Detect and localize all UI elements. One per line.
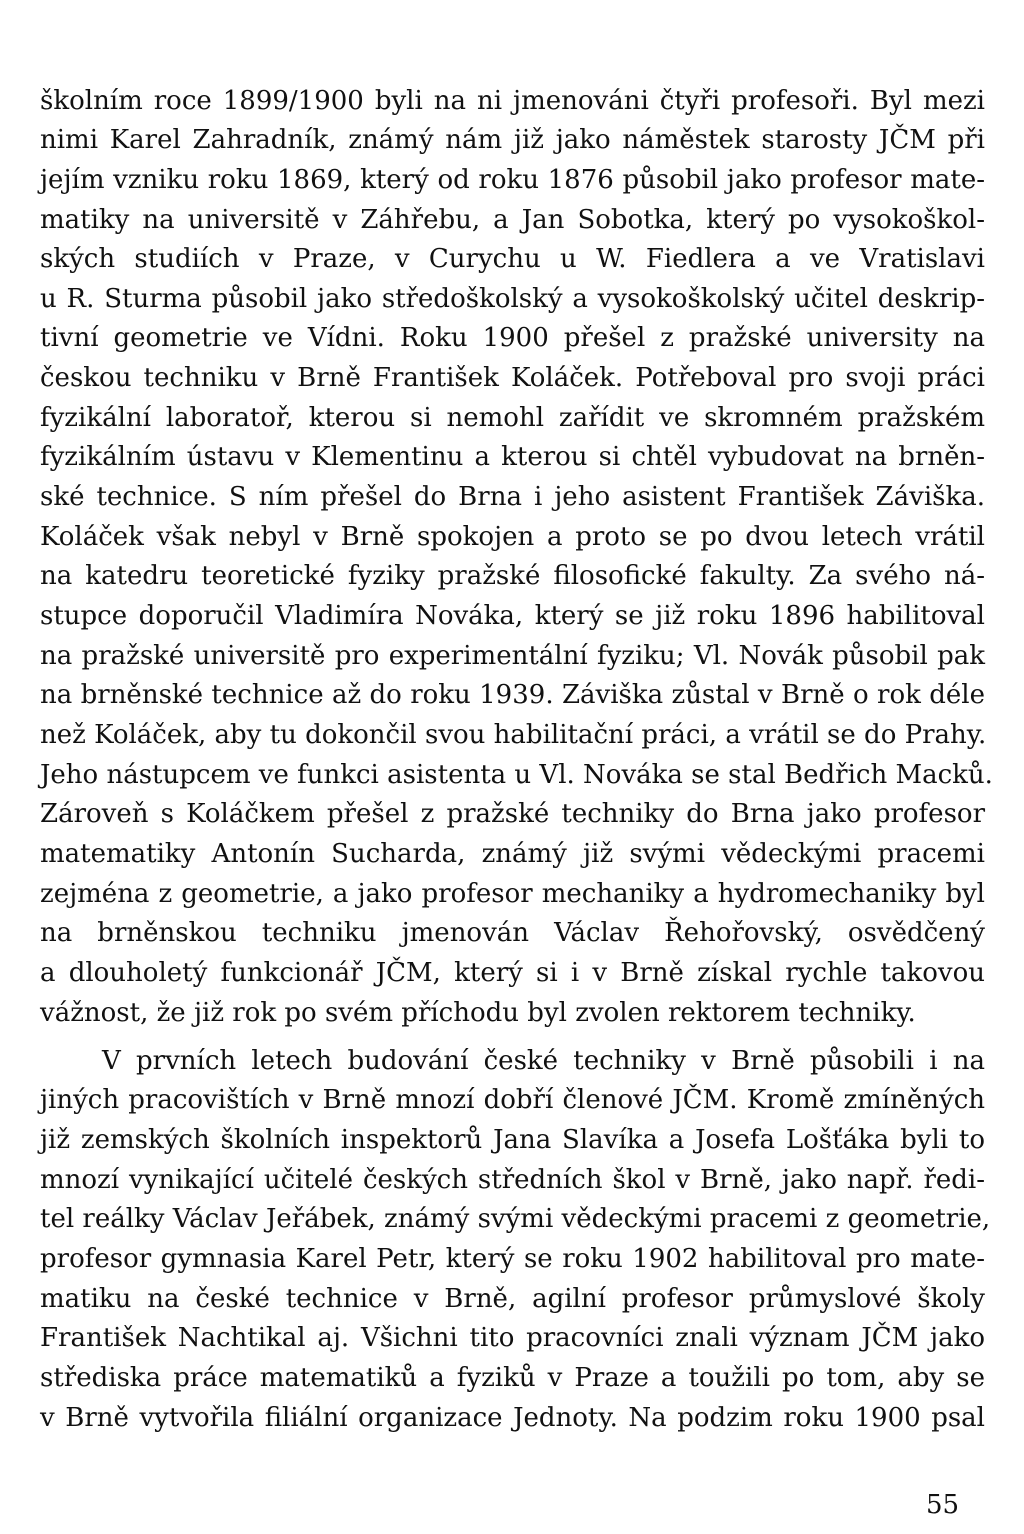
- text-line-21: zejména z geometrie, a jako profesor mechaniky a hydromechaniky byl: [40, 879, 985, 909]
- text-line-34: v Brně vytvořila filiální organizace Jednoty. Na podzim roku 1900 psal: [40, 1403, 985, 1433]
- text-line-9: fyzikální laboratoř, kterou si nemohl zařídit ve skromném pražském: [40, 403, 985, 433]
- text-line-6: u R. Sturma působil jako středoškolský a vysokoškolský učitel deskrip-: [40, 284, 985, 314]
- text-line-26: jiných pracovištích v Brně mnozí dobří členové JČM. Kromě zmíněných: [40, 1085, 985, 1115]
- text-line-8: českou techniku v Brně František Koláček. Potřeboval pro svoji práci: [40, 363, 985, 393]
- text-line-7: tivní geometrie ve Vídni. Roku 1900 přešel z pražské university na: [40, 323, 985, 353]
- text-line-14: stupce doporučil Vladimíra Nováka, který se již roku 1896 habilitoval: [40, 601, 985, 631]
- text-line-10: fyzikálním ústavu v Klementinu a kterou si chtěl vybudovat na brněn-: [40, 442, 985, 472]
- text-line-3: jejím vzniku roku 1869, který od roku 1876 působil jako profesor mate-: [40, 165, 985, 195]
- text-line-18: Jeho nástupcem ve funkci asistenta u Vl. Nováka se stal Bedřich Macků.: [40, 760, 993, 790]
- text-line-15: na pražské universitě pro experimentální fyziku; Vl. Novák působil pak: [40, 641, 985, 671]
- text-line-2: nimi Karel Zahradník, známý nám již jako náměstek starosty JČM při: [40, 125, 985, 155]
- text-line-22: na brněnskou techniku jmenován Václav Řehořovský, osvědčený: [40, 918, 985, 948]
- text-line-24: vážnost, že již rok po svém příchodu byl zvolen rektorem techniky.: [40, 998, 916, 1028]
- text-line-16: na brněnské technice až do roku 1939. Záviška zůstal v Brně o rok déle: [40, 680, 985, 710]
- text-line-5: ských studiích v Praze, v Curychu u W. Fiedlera a ve Vratislavi: [40, 244, 985, 274]
- text-line-29: tel reálky Václav Jeřábek, známý svými vědeckými pracemi z geometrie,: [40, 1204, 991, 1234]
- text-line-20: matematiky Antonín Sucharda, známý již svými vědeckými pracemi: [40, 839, 985, 869]
- text-line-1: školním roce 1899/1900 byli na ni jmenováni čtyři profesoři. Byl mezi: [40, 86, 985, 116]
- text-line-28: mnozí vynikající učitelé českých středních škol v Brně, jako např. ředi-: [40, 1165, 985, 1195]
- text-line-17: než Koláček, aby tu dokončil svou habilitační práci, a vrátil se do Prahy.: [40, 720, 987, 750]
- text-line-19: Zároveň s Koláčkem přešel z pražské techniky do Brna jako profesor: [40, 799, 985, 829]
- text-line-4: matiky na universitě v Záhřebu, a Jan Sobotka, který po vysokoškol-: [40, 205, 985, 235]
- document-page: [40, 84, 993, 1520]
- text-line-12: Koláček však nebyl v Brně spokojen a proto se po dvou letech vrátil: [40, 522, 985, 552]
- text-line-13: na katedru teoretické fyziky pražské filosofické fakulty. Za svého ná-: [40, 561, 985, 591]
- text-line-31: matiku na české technice v Brně, agilní profesor průmyslové školy: [40, 1284, 985, 1314]
- text-line-32: František Nachtikal aj. Všichni tito pracovníci znali význam JČM jako: [40, 1323, 985, 1353]
- text-line-11: ské technice. S ním přešel do Brna i jeho asistent František Záviška.: [40, 482, 985, 512]
- text-line-33: střediska práce matematiků a fyziků v Praze a toužili po tom, aby se: [40, 1363, 985, 1393]
- text-line-25: V prvních letech budování české techniky v Brně působili i na: [102, 1046, 985, 1076]
- text-line-30: profesor gymnasia Karel Petr, který se roku 1902 habilitoval pro mate-: [40, 1244, 985, 1274]
- text-line-27: již zemských školních inspektorů Jana Slavíka a Josefa Lošťáka byli to: [40, 1125, 985, 1155]
- page-number: 55: [926, 1490, 960, 1520]
- text-line-23: a dlouholetý funkcionář JČM, který si i v Brně získal rychle takovou: [40, 958, 985, 988]
